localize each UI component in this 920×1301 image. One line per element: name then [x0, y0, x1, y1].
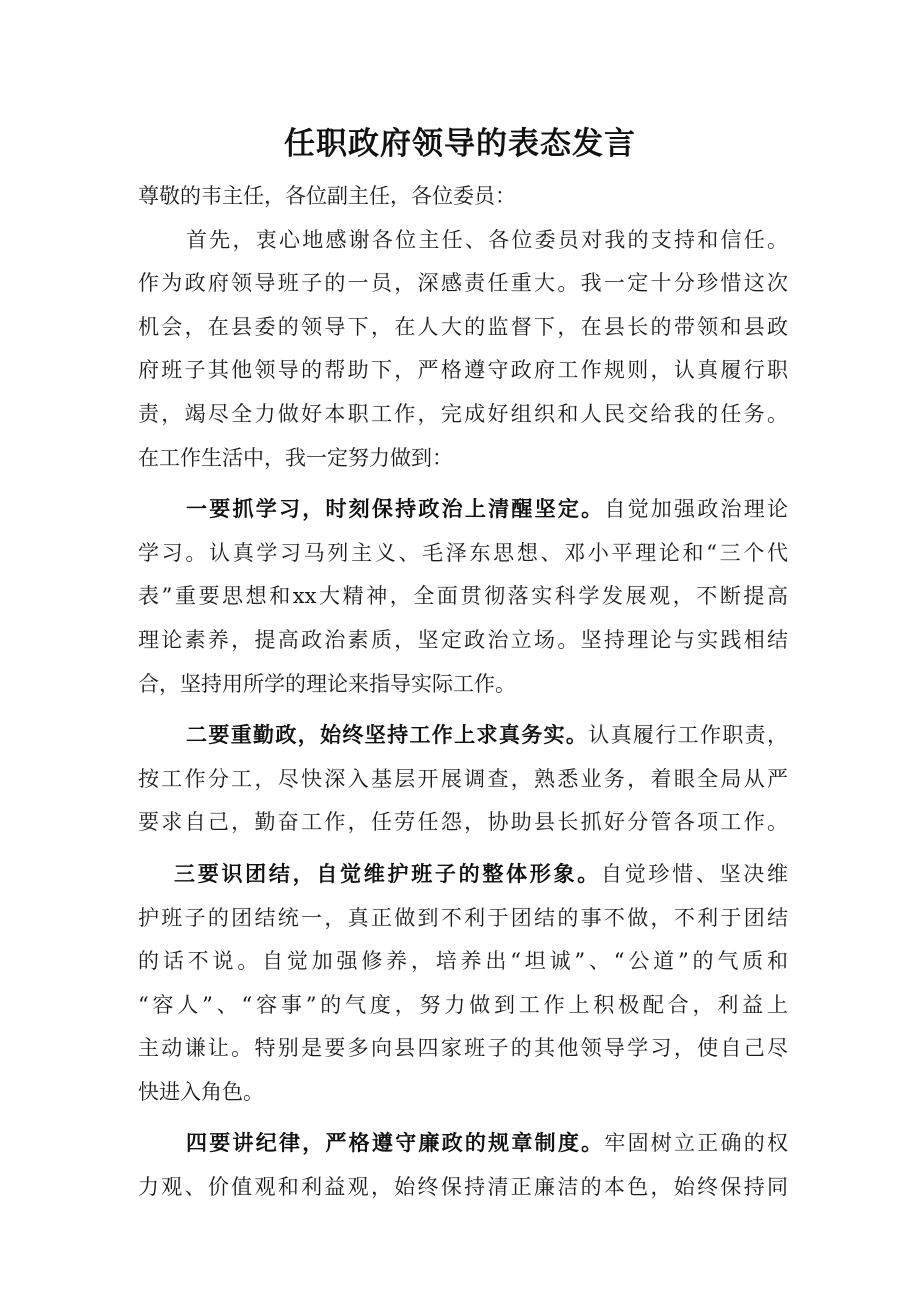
intro-paragraph — [138, 219, 788, 481]
paragraph-line — [138, 714, 788, 758]
paragraph-line: 要求自己，勤奋工作，任劳任怨，协助县长抓好分管各项工作。 — [138, 810, 788, 835]
paragraph-line: 表”重要思想和xx大精神，全面贯彻落实科学发展观，不断提高 — [138, 584, 788, 609]
paragraph-line: 府班子其他领导的帮助下，严格遵守政府工作规则，认真履行职 — [138, 358, 788, 383]
document-body — [138, 175, 788, 1210]
paragraph-line: 护班子的团结统一，真正做到不利于团结的事不做，不利于团结 — [138, 905, 788, 930]
point-3-paragraph — [138, 853, 788, 1115]
paragraph-line: 主动谦让。特别是要多向县四家班子的其他领导学习，使自己尽 — [138, 1036, 788, 1061]
point-1-text: 自觉加强政治理论 — [604, 497, 789, 522]
point-4-paragraph — [138, 1122, 788, 1209]
point-2-text: 认真履行工作职责， — [588, 723, 789, 748]
point-4-heading: 四要讲纪律，严格遵守廉政的规章制度。 — [186, 1131, 605, 1156]
paragraph-line: 力观、价值观和利益观，始终保持清正廉洁的本色，始终保持同 — [138, 1175, 788, 1200]
point-3-heading: 三要识团结，自觉维护班子的整体形象。 — [174, 861, 601, 886]
point-1-paragraph — [138, 488, 788, 706]
paragraph-line: 首先，衷心地感谢各位主任、各位委员对我的支持和信任。 — [186, 227, 788, 252]
point-2-paragraph — [138, 714, 788, 845]
paragraph-line: 的话不说。自觉加强修养，培养出“坦诚”、“公道”的气质和 — [138, 949, 788, 974]
salutation: 尊敬的韦主任，各位副主任，各位委员： — [138, 184, 516, 208]
paragraph-line — [138, 488, 788, 532]
paragraph-line — [138, 853, 788, 897]
point-3-text: 自觉珍惜、坚决维 — [600, 861, 789, 886]
paragraph-line — [138, 1122, 788, 1166]
paragraph-line: 按工作分工，尽快深入基层开展调查，熟悉业务，着眼全局从严 — [138, 766, 788, 791]
paragraph-line: 合，坚持用所学的理论来指导实际工作。 — [138, 671, 516, 696]
point-2-heading: 二要重勤政，始终坚持工作上求真务实。 — [186, 723, 589, 748]
paragraph-line: 快进入角色。 — [138, 1079, 264, 1104]
paragraph-line: 理论素养，提高政治素质，坚定政治立场。坚持理论与实践相结 — [138, 627, 788, 652]
paragraph-line: 责，竭尽全力做好本职工作，完成好组织和人民交给我的任务。 — [138, 401, 788, 426]
paragraph-line: 作为政府领导班子的一员，深感责任重大。我一定十分珍惜这次 — [138, 271, 788, 296]
document-title: 任职政府领导的表态发言 — [284, 126, 636, 162]
point-1-heading: 一要抓学习，时刻保持政治上清醒坚定。 — [186, 497, 605, 522]
paragraph-line: 学习。认真学习马列主义、毛泽东思想、邓小平理论和“三个代 — [138, 540, 788, 565]
paragraph-line: 机会，在县委的领导下，在人大的监督下，在县长的带领和县政 — [138, 314, 788, 339]
paragraph-line: “容人”、“容事”的气度，努力做到工作上积极配合，利益上 — [138, 992, 788, 1017]
paragraph-line: 在工作生活中，我一定努力做到： — [138, 445, 453, 470]
point-4-text: 牢固树立正确的权 — [604, 1131, 789, 1156]
